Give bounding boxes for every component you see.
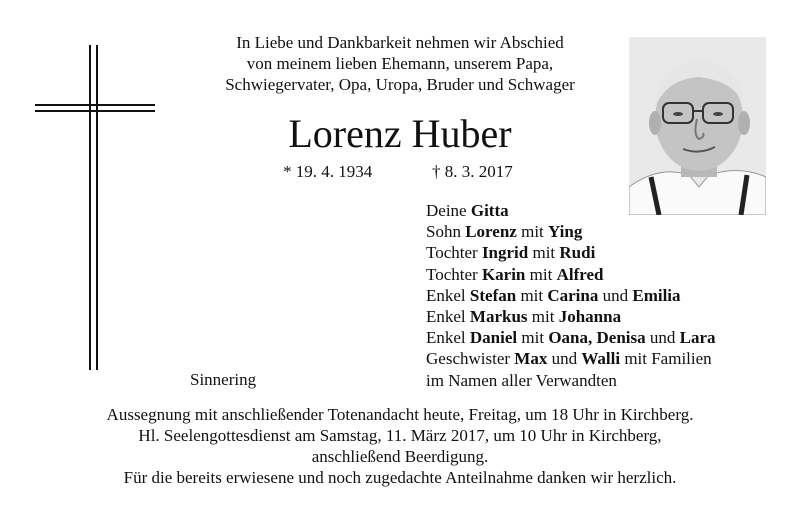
mourner-relation: Enkel	[426, 307, 470, 327]
portrait-image	[629, 37, 766, 215]
death-date: † 8. 3. 2017	[432, 162, 513, 181]
mourner-name: Lorenz	[465, 222, 517, 242]
mourner-name: Karin	[481, 264, 526, 284]
place-of-residence: Sinnering	[190, 370, 257, 389]
mourner-relation: Enkel	[426, 285, 470, 305]
mourner-line	[426, 327, 716, 348]
mourner-relation: mit	[516, 285, 548, 305]
mourner-name: Walli	[581, 349, 621, 369]
mourner-name: Rudi	[559, 243, 596, 263]
intro-line: von meinem lieben Ehemann, unserem Papa,	[246, 54, 554, 73]
mourner-relation: mit	[527, 307, 559, 327]
mourner-relation: und	[547, 349, 582, 369]
intro-line: Schwiegervater, Opa, Uropa, Bruder und Schwager	[225, 75, 575, 94]
mourner-relation: Geschwister	[426, 349, 515, 369]
funeral-details-line: Für die bereits erwiesene und noch zugedachte Anteilnahme danken wir herzlich.	[123, 468, 677, 487]
birth-date: * 19. 4. 1934	[283, 162, 373, 181]
mourner-relation: Sohn	[426, 222, 466, 242]
funeral-details-line: Aussegnung mit anschließender Totenandacht heute, Freitag, um 18 Uhr in Kirchberg.	[106, 405, 694, 424]
mourner-line	[426, 200, 716, 221]
mourners-list	[426, 200, 716, 391]
mourner-relation: und	[598, 285, 633, 305]
mourner-line	[426, 370, 716, 391]
mourner-line	[426, 348, 716, 369]
mourner-line	[426, 264, 716, 285]
mourner-relation: Tochter	[426, 243, 482, 263]
mourner-name: Daniel	[469, 328, 518, 348]
mourner-relation: mit	[525, 264, 557, 284]
mourner-name: Max	[514, 349, 548, 369]
mourner-relation: im Namen aller Verwandten	[426, 370, 617, 390]
mourner-name: Alfred	[556, 264, 604, 284]
mourner-line	[426, 242, 716, 263]
mourner-line	[426, 221, 716, 242]
funeral-details-line: anschließend Beerdigung.	[311, 447, 489, 466]
mourner-relation: mit	[528, 243, 560, 263]
mourner-name: Emilia	[632, 285, 681, 305]
mourner-name: Markus	[469, 307, 528, 327]
mourner-line	[426, 306, 716, 327]
intro-line: In Liebe und Dankbarkeit nehmen wir Abschied	[236, 33, 564, 52]
mourner-relation: mit Familien	[620, 349, 712, 369]
cross-horizontal-bar	[35, 110, 155, 112]
cross-vertical-bar	[96, 45, 98, 370]
mourner-name: Carina	[547, 285, 599, 305]
mourner-name: Johanna	[558, 307, 622, 327]
mourner-name: Stefan	[469, 285, 517, 305]
funeral-details	[0, 404, 800, 488]
funeral-details-line: Hl. Seelengottesdienst am Samstag, 11. März 2017, um 10 Uhr in Kirchberg,	[138, 426, 662, 445]
portrait-photo	[629, 37, 766, 215]
mourner-relation: und	[645, 328, 680, 348]
cross-vertical-bar	[89, 45, 91, 370]
mourner-relation: mit	[516, 222, 549, 242]
deceased-name: Lorenz Huber	[288, 111, 512, 156]
mourner-name: Lara	[679, 328, 716, 348]
mourner-name: Oana, Denisa	[548, 328, 646, 348]
mourner-name: Gitta	[470, 201, 509, 220]
mourner-relation: Deine	[426, 201, 471, 220]
mourner-relation: mit	[517, 328, 549, 348]
intro-text	[185, 32, 615, 95]
mourner-line	[426, 285, 716, 306]
cross-horizontal-bar	[35, 104, 155, 106]
mourner-relation: Enkel	[426, 328, 470, 348]
mourner-name: Ingrid	[481, 243, 529, 263]
mourner-name: Ying	[548, 222, 583, 242]
mourner-relation: Tochter	[426, 264, 482, 284]
